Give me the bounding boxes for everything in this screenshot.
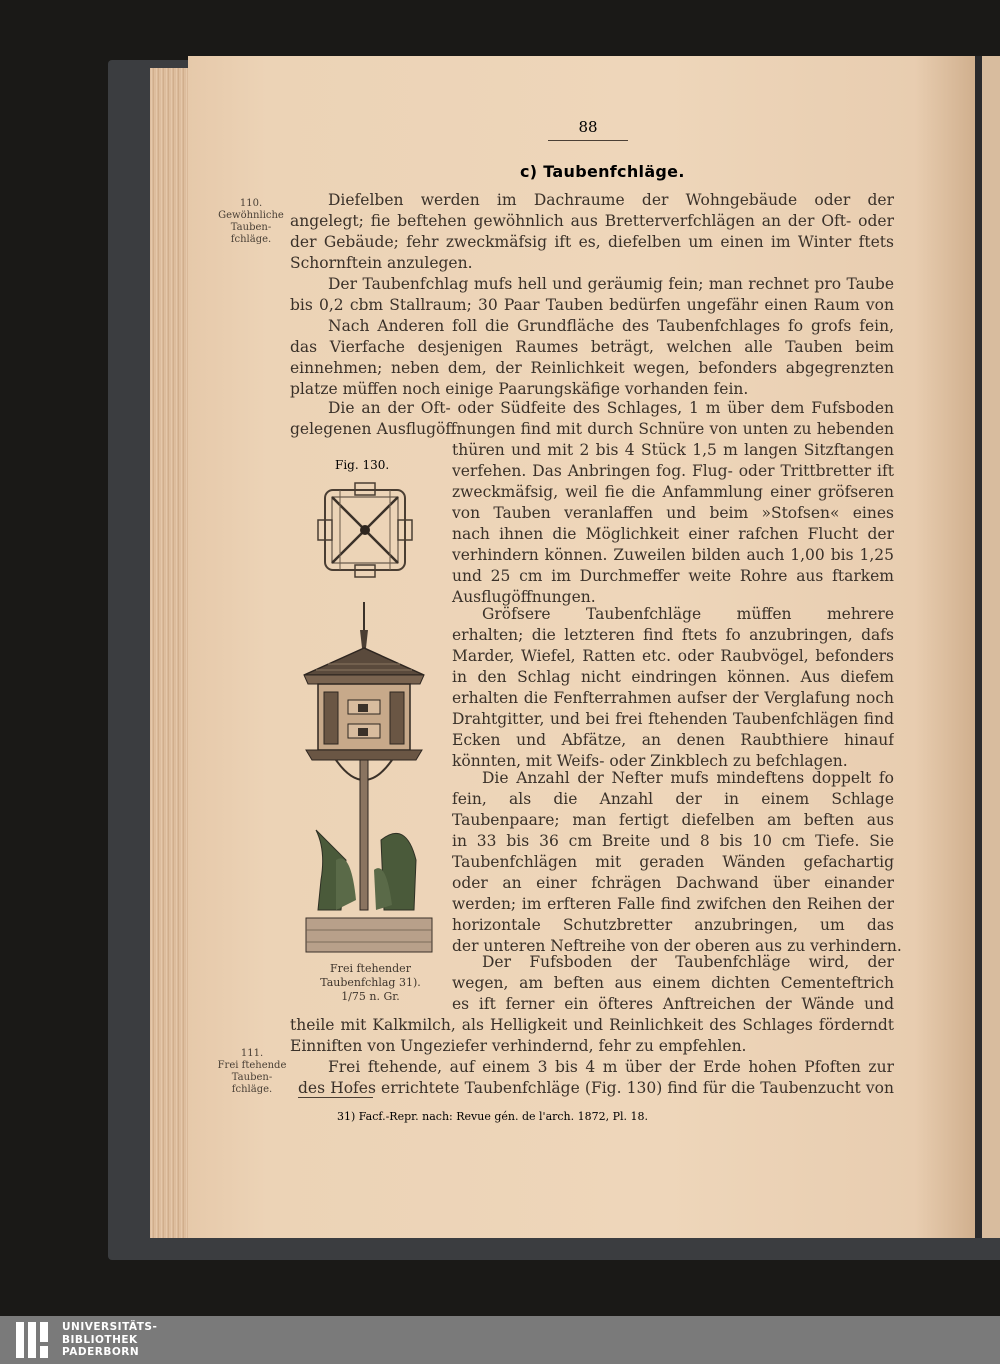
- margin-note-110: [214, 198, 288, 246]
- page-number: 88: [578, 118, 598, 136]
- text-line: Ecken und Abfätze, an denen Raubthiere hinauf: [452, 731, 894, 749]
- text-line: der unteren Neftreihe von der oberen aus zu verhindern.: [452, 937, 902, 955]
- text-line: bis 0,2 cbm Stallraum; 30 Paar Tauben bedürfen ungefähr einen Raum von: [290, 296, 894, 314]
- page-edges: [150, 68, 190, 1238]
- text-line: zweckmäfsig, weil fie die Anfammlung einer gröfseren: [452, 483, 894, 501]
- text-line: es ift ferner ein öfteres Anftreichen der Wände und: [452, 995, 894, 1013]
- text-line: fein, als die Anzahl der in einem Schlage: [452, 790, 894, 808]
- margin-note-line: Frei ftehende: [217, 1060, 287, 1071]
- margin-note-line: Gewöhnliche: [218, 210, 284, 221]
- text-line: Taubenpaare; man fertigt diefelben am beften aus: [452, 811, 894, 829]
- library-name-line: PADERBORN: [62, 1346, 140, 1358]
- text-line: horizontale Schutzbretter anzubringen, um das: [452, 916, 894, 934]
- library-name: [62, 1321, 157, 1359]
- text-line: verfehen. Das Anbringen fog. Flug- oder Trittbretter ift: [452, 462, 894, 480]
- text-line: Schornftein anzulegen.: [290, 254, 473, 272]
- text-line: oder an einer fchrägen Dachwand über einander: [452, 874, 894, 892]
- figure-caption-line: 1/75 n. Gr.: [341, 990, 400, 1003]
- margin-note-line: Tauben-: [231, 1072, 273, 1083]
- text-line: Gröfsere Taubenfchläge müffen mehrere: [482, 605, 894, 623]
- margin-note-number: 110.: [239, 198, 263, 209]
- text-line: Marder, Wiefel, Ratten etc. oder Raubvögel, befonders: [452, 647, 894, 665]
- text-line: gelegenen Ausflugöffnungen find mit durch Schnüre von unten zu hebenden: [290, 420, 894, 438]
- footnote-rule: [298, 1097, 373, 1098]
- text-line: Ausflugöffnungen.: [452, 588, 596, 606]
- margin-note-line: fchläge.: [231, 1084, 273, 1095]
- margin-note-111: [212, 1048, 292, 1096]
- figure-caption-line: Frei ftehender Taubenfchlag 31).: [320, 962, 421, 989]
- library-name-line: UNIVERSITÄTS-: [62, 1321, 158, 1333]
- text-line: Taubenfchlägen mit geraden Wänden gefachartig: [452, 853, 894, 871]
- text-line: Der Taubenfchlag mufs hell und geräumig fein; man rechnet pro Taube: [328, 275, 894, 293]
- text-line: von Tauben veranlaffen und beim »Stofsen« eines: [452, 504, 894, 522]
- text-line: nach ihnen die Möglichkeit einer rafchen Flucht der: [452, 525, 894, 543]
- text-line: theile mit Kalkmilch, als Helligkeit und Reinlichkeit des Schlages förderndt: [290, 1016, 894, 1034]
- text-line: das Vierfache desjenigen Raumes beträgt, welchen alle Tauben beim: [290, 338, 894, 356]
- text-line: der Gebäude; fehr zweckmäfsig ift es, diefelben um einen im Winter ftets: [290, 233, 894, 251]
- page-number-rule: [548, 140, 628, 141]
- dovecote-figure: [296, 600, 441, 958]
- text-line: Frei ftehende, auf einem 3 bis 4 m über der Erde hohen Pfoften zur: [328, 1058, 894, 1076]
- text-line: verhindern können. Zuweilen bilden auch 1,00 bis 1,25: [452, 546, 894, 564]
- margin-note-line: Tauben-: [230, 222, 272, 233]
- text-line: könnten, mit Weifs- oder Zinkblech zu befchlagen.: [452, 752, 848, 770]
- figure-title: Fig. 130.: [335, 458, 390, 472]
- text-line: erhalten; die letzteren find ftets fo anzubringen, dafs: [452, 626, 894, 644]
- text-line: angelegt; fie beftehen gewöhnlich aus Bretterverfchlägen an der Oft- oder: [290, 212, 894, 230]
- text-line: in 33 bis 36 cm Breite und 8 bis 10 cm Tiefe. Sie: [452, 832, 894, 850]
- margin-note-number: 111.: [240, 1048, 264, 1059]
- text-line: platze müffen noch einige Paarungskäfige vorhanden fein.: [290, 380, 749, 398]
- text-line: in den Schlag nicht eindringen können. Aus diefem: [452, 668, 894, 686]
- footnote: 31) Facf.-Repr. nach: Revue gén. de l'arch. 1872, Pl. 18.: [337, 1110, 649, 1123]
- section-heading: c) Taubenfchläge.: [520, 162, 685, 181]
- nesting-box-plan-figure: [310, 480, 420, 580]
- text-line: Drahtgitter, und bei frei ftehenden Taubenfchlägen find: [452, 710, 894, 728]
- text-line: Der Fufsboden der Taubenfchläge wird, der: [482, 953, 894, 971]
- text-line: Diefelben werden im Dachraume der Wohngebäude oder der: [328, 191, 894, 209]
- text-line: Einniften von Ungeziefer verhindernd, fehr zu empfehlen.: [290, 1037, 747, 1055]
- library-name-line: BIBLIOTHEK: [62, 1333, 138, 1346]
- text-line: des Hofes errichtete Taubenfchläge (Fig. 130) find für die Taubenzucht von: [298, 1079, 894, 1097]
- text-line: Nach Anderen foll die Grundfläche des Taubenfchlages fo grofs fein,: [328, 317, 894, 335]
- figure-caption: [293, 962, 448, 1004]
- text-line: wegen, am beften aus einem dichten Cementeftrich: [452, 974, 894, 992]
- text-line: erhalten die Fenfterrahmen aufser der Verglafung noch: [452, 689, 894, 707]
- library-logo-icon: [14, 1320, 54, 1360]
- text-line: werden; im erfteren Falle find zwifchen den Reihen der: [452, 895, 894, 913]
- next-page-edge: [982, 56, 1000, 1238]
- margin-note-line: fchläge.: [230, 234, 272, 245]
- text-line: Die Anzahl der Nefter mufs mindeftens doppelt fo: [482, 769, 894, 787]
- text-line: Die an der Oft- oder Südfeite des Schlages, 1 m über dem Fufsboden: [328, 399, 894, 417]
- text-line: und 25 cm im Durchmeffer weite Rohre aus ftarkem: [452, 567, 894, 585]
- text-line: thüren und mit 2 bis 4 Stück 1,5 m langen Sitzftangen: [452, 441, 894, 459]
- text-line: einnehmen; neben dem, der Reinlichkeit wegen, befonders abgegrenzten: [290, 359, 894, 377]
